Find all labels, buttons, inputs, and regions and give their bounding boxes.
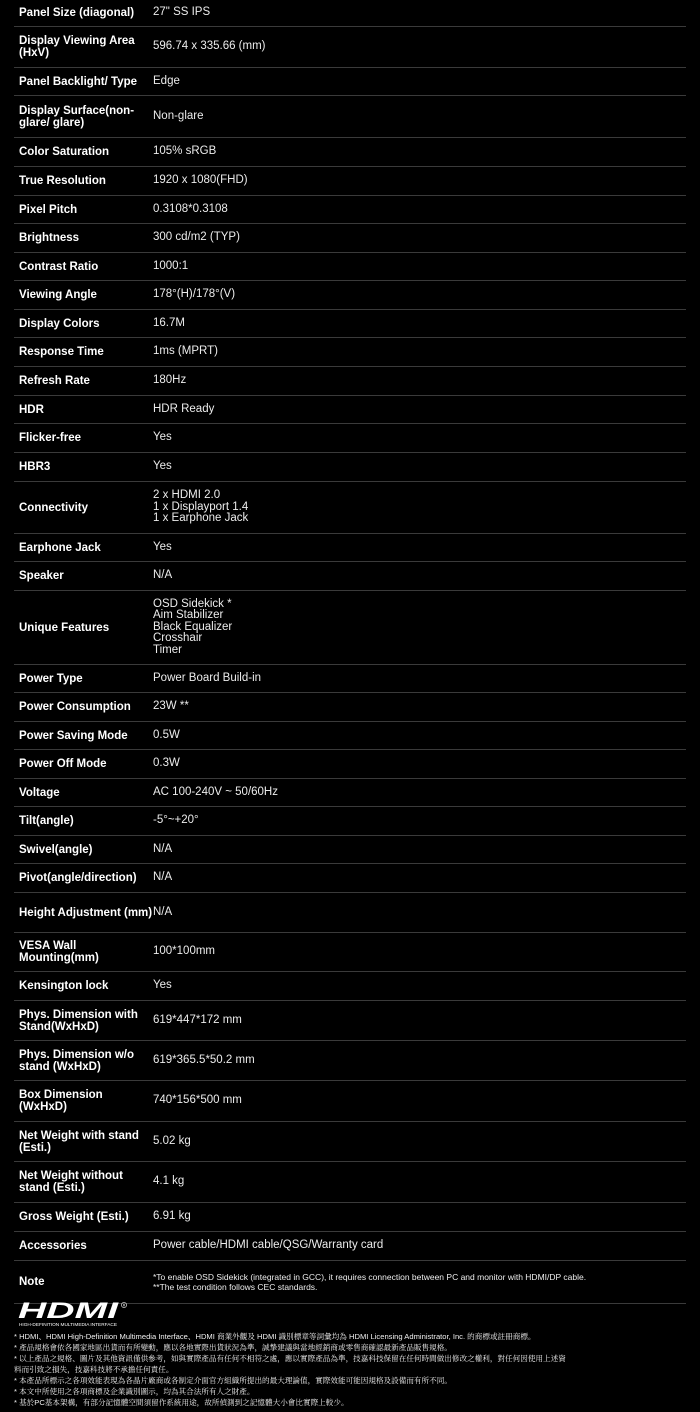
spec-row (14, 836, 686, 864)
spec-row (14, 1162, 686, 1203)
spec-value: 178°(H)/178°(V) (153, 288, 236, 301)
spec-value: 619*365.5*50.2 mm (153, 1053, 255, 1066)
spec-row (14, 1041, 686, 1081)
footer-line: * 產品規格會依各國家地區出貨而有所變動，應以各地實際出貨狀況為準，誠摯建議與當地經銷商或零售商確認最新產品販售規格。 (14, 1343, 452, 1352)
spec-value: 5.02 kg (153, 1134, 191, 1147)
spec-label: Power Consumption (19, 701, 131, 713)
spec-value: 2 x HDMI 2.0 1 x Displayport 1.4 1 x Earphone Jack (153, 489, 249, 525)
spec-value: Edge (153, 74, 180, 87)
spec-label: Unique Features (19, 621, 110, 634)
spec-label: Color Saturation (19, 146, 110, 158)
footer-line: * 以上產品之規格、圖片及其他資訊僅供參考，如與實際產品有任何不相符之處，應以實際產品為準，技嘉科技保留在任何時間做出修改之權利，對任何因使用上述資 (14, 1354, 566, 1363)
spec-value: N/A (153, 871, 173, 884)
spec-label: Voltage (19, 786, 60, 799)
spec-label: Power Type (19, 672, 83, 685)
hdmi-logo-tagline: HIGH-DEFINITION MULTIMEDIA INTERFACE (19, 1322, 118, 1327)
spec-row (14, 1122, 686, 1162)
spec-label: Contrast Ratio (19, 260, 99, 273)
spec-value: Yes (153, 460, 172, 473)
spec-label: Pivot(angle/direction) (19, 872, 137, 884)
hdmi-logo (18, 1300, 130, 1328)
spec-row (14, 893, 686, 933)
spec-value: OSD Sidekick * Aim Stabilizer Black Equalizer Crosshair Timer (153, 597, 233, 656)
spec-value: 105% sRGB (153, 145, 217, 158)
spec-row (14, 1261, 686, 1304)
spec-label: True Resolution (19, 175, 106, 187)
spec-value: Power cable/HDMI cable/QSG/Warranty card (153, 1239, 384, 1252)
spec-row (14, 0, 686, 27)
spec-row (14, 972, 686, 1001)
spec-label: Box Dimension (WxHxD) (19, 1089, 103, 1113)
spec-value: 0.3W (153, 757, 180, 770)
spec-value: Non-glare (153, 109, 204, 122)
spec-label: Note (19, 1276, 45, 1288)
spec-label: Flicker-free (19, 432, 82, 444)
spec-label: Response Time (19, 346, 104, 358)
spec-row (14, 196, 686, 224)
spec-value: 4.1 kg (153, 1175, 185, 1188)
footer-line: * 本文中所使用之各項商標及企業識別圖示，均為其合法所有人之財產。 (14, 1387, 255, 1396)
spec-value: Yes (153, 540, 172, 553)
spec-row (14, 338, 686, 367)
spec-label: Swivel(angle) (19, 843, 93, 856)
spec-label: Net Weight with stand (Esti.) (19, 1129, 139, 1154)
spec-value: 1ms (MPRT) (153, 345, 218, 358)
footer-line: * HDMI、HDMI High-Definition Multimedia Interface、HDMI 商業外觀及 HDMI 識別標章等詞彙均為 HDMI Licensing Administrator, Inc. 的商標或註冊商標。 (14, 1332, 536, 1341)
spec-label: Viewing Angle (19, 289, 97, 301)
spec-value: 0.3108*0.3108 (153, 202, 228, 215)
spec-value: 740*156*500 mm (153, 1094, 242, 1107)
spec-row (14, 27, 686, 68)
spec-label: Display Surface(non-glare/ glare) (19, 104, 135, 129)
spec-row (14, 1203, 686, 1232)
spec-value: 100*100mm (153, 945, 216, 958)
spec-value: *To enable OSD Sidekick (integrated in GCC), it requires connection between PC and monitor with HDMI/DP cable. **The test condition follows CEC standards. (153, 1272, 587, 1292)
spec-label: Height Adjustment (mm) (19, 906, 153, 919)
spec-label: Display Colors (19, 317, 100, 330)
spec-label: Kensington lock (19, 980, 109, 992)
spec-label: HDR (19, 403, 44, 416)
hdmi-logo-brand: HDMI (18, 1300, 120, 1323)
spec-row (14, 167, 686, 196)
spec-label: Net Weight without stand (Esti.) (19, 1170, 123, 1194)
spec-value: Power Board Build-in (153, 671, 262, 684)
spec-label: VESA Wall Mounting(mm) (19, 940, 99, 964)
spec-value: N/A (153, 905, 173, 918)
spec-row (14, 1001, 686, 1041)
spec-value: 23W ** (153, 700, 189, 713)
spec-label: Panel Size (diagonal) (19, 7, 135, 19)
spec-row (14, 68, 686, 96)
spec-row (14, 482, 686, 534)
footer-disclaimer (14, 1331, 694, 1408)
spec-value: N/A (153, 569, 173, 582)
spec-label: Brightness (19, 232, 80, 244)
spec-value: 27" SS IPS (153, 6, 211, 19)
spec-row (14, 807, 686, 836)
spec-value: HDR Ready (153, 402, 215, 415)
spec-label: Power Off Mode (19, 758, 107, 770)
spec-row (14, 367, 686, 396)
spec-label: Refresh Rate (19, 375, 90, 387)
spec-row (14, 96, 686, 138)
spec-label: Tilt(angle) (19, 815, 74, 827)
spec-value: 6.91 kg (153, 1210, 191, 1223)
spec-value: 180Hz (153, 374, 187, 387)
spec-row (14, 693, 686, 722)
spec-row (14, 779, 686, 807)
spec-row (14, 1081, 686, 1122)
spec-label: Phys. Dimension with Stand(WxHxD) (19, 1008, 138, 1033)
spec-row (14, 864, 686, 893)
spec-row (14, 224, 686, 253)
spec-label: HBR3 (19, 461, 51, 473)
spec-label: Connectivity (19, 501, 89, 514)
spec-value: Yes (153, 979, 172, 992)
spec-label: Phys. Dimension w/o stand (WxHxD) (19, 1048, 135, 1073)
spec-value: 0.5W (153, 728, 180, 741)
spec-row (14, 1232, 686, 1261)
spec-value: Yes (153, 431, 172, 444)
spec-row (14, 665, 686, 693)
spec-row (14, 722, 686, 750)
spec-row (14, 281, 686, 310)
spec-row (14, 310, 686, 338)
footer-line: 料而引致之損失，技嘉科技將不承擔任何責任。 (14, 1365, 174, 1374)
spec-label: Earphone Jack (19, 541, 101, 554)
spec-table (14, 0, 686, 1304)
footer-line: * 基於PC基本架構，有部分記憶體空間須留作系統用途，故所偵測到之記憶體大小會比實際上較少。 (14, 1398, 349, 1407)
spec-value: 1920 x 1080(FHD) (153, 174, 248, 187)
spec-value: -5°~+20° (153, 814, 199, 827)
spec-row (14, 253, 686, 281)
spec-value: 619*447*172 mm (153, 1013, 242, 1026)
spec-row (14, 534, 686, 562)
spec-row (14, 396, 686, 424)
footer-line: * 本產品所標示之各項效能表現為各晶片廠商或各制定介面官方組織所提出的最大理論值，實際效能可能因規格及設備而有所不同。 (14, 1376, 452, 1385)
spec-value: 300 cd/m2 (TYP) (153, 231, 240, 244)
spec-row (14, 933, 686, 972)
spec-value: 1000:1 (153, 259, 189, 272)
spec-label: Pixel Pitch (19, 203, 78, 216)
spec-label: Accessories (19, 1240, 87, 1252)
spec-row (14, 750, 686, 779)
spec-label: Speaker (19, 570, 64, 582)
spec-row (14, 453, 686, 482)
spec-label: Power Saving Mode (19, 729, 128, 742)
spec-value: AC 100-240V ~ 50/60Hz (153, 785, 278, 798)
spec-value: 596.74 x 335.66 (mm) (153, 40, 266, 53)
spec-row (14, 424, 686, 453)
spec-row (14, 138, 686, 167)
svg-text:R: R (122, 1303, 126, 1308)
spec-label: Gross Weight (Esti.) (19, 1211, 129, 1223)
spec-label: Panel Backlight/ Type (19, 75, 138, 88)
spec-row (14, 562, 686, 591)
spec-value: 16.7M (153, 316, 185, 329)
spec-label: Display Viewing Area (HxV) (19, 35, 135, 59)
spec-row (14, 591, 686, 665)
spec-value: N/A (153, 842, 173, 855)
